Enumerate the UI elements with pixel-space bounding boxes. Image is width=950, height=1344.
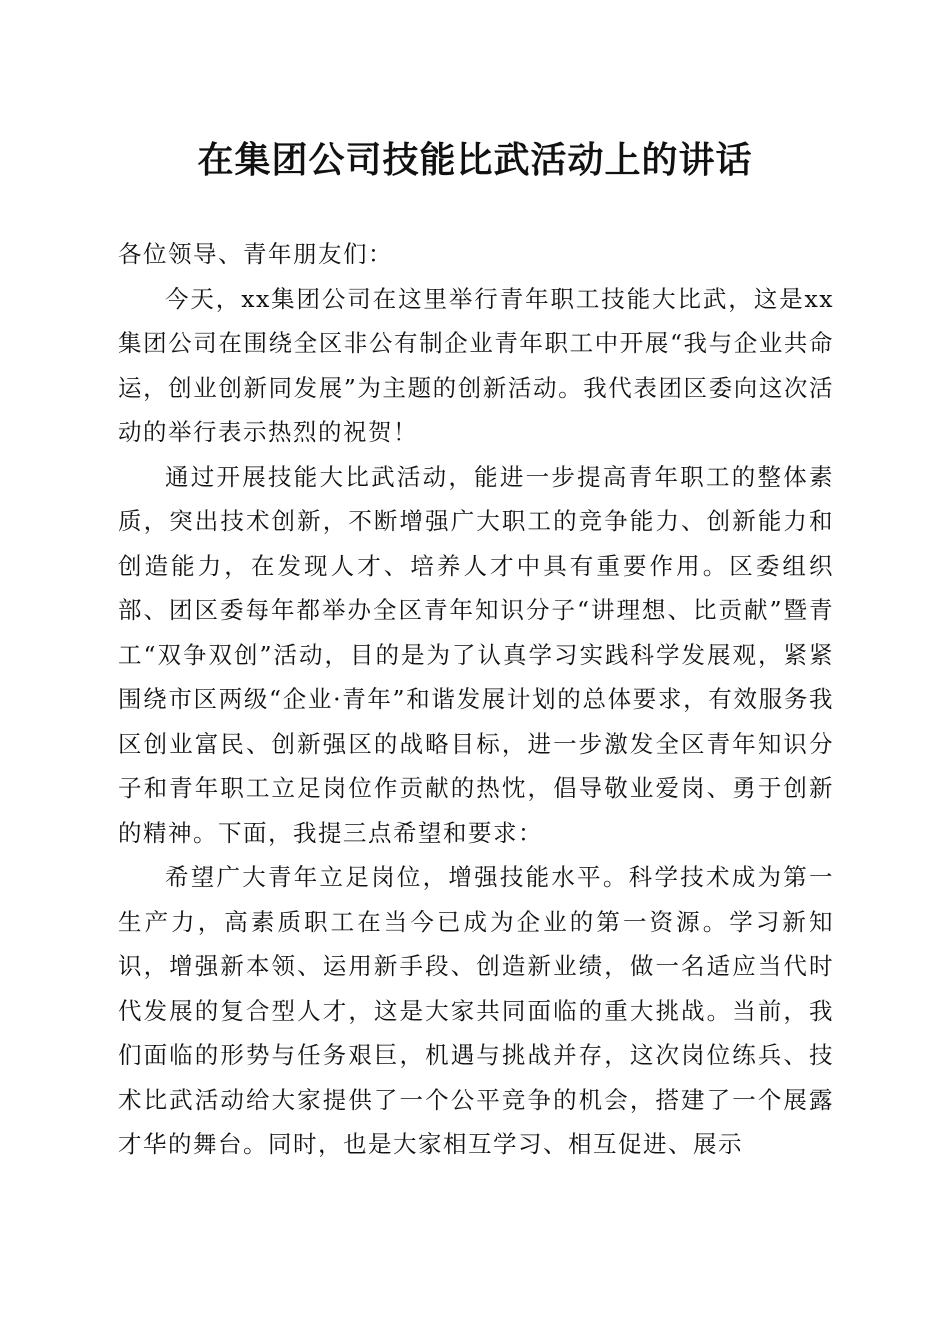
document-title: 在集团公司技能比武活动上的讲话 [197, 139, 753, 181]
salutation: 各位领导、青年朋友们： [118, 240, 393, 268]
paragraph-opening: 今天，xx集团公司在这里举行青年职工技能大比武，这是xx集团公司在围绕全区非公有制企业青年职工中开展“我与企业共命运，创业创新同发展”为主题的创新活动。我代表团区委向这次活动的举行表示热烈的祝贺！ [118, 284, 834, 446]
paragraph-purpose: 通过开展技能大比武活动，能进一步提高青年职工的整体素质，突出技术创新，不断增强广大职工的竞争能力、创新能力和创造能力，在发现人才、培养人才中具有重要作用。区委组织部、团区委每年都举办全区青年知识分子“讲理想、比贡献”暨青工“双争双创”活动，目的是为了认真学习实践科学发展观，紧紧围绕市区两级“企业·青年”和谐发展计划的总体要求，有效服务我区创业富民、创新强区的战略目标，进一步激发全区青年知识分子和青年职工立足岗位作贡献的热忱，倡导敬业爱岗、勇于创新的精神。下面，我提三点希望和要求： [118, 462, 834, 847]
paragraph-hope-one: 希望广大青年立足岗位，增强技能水平。科学技术成为第一生产力，高素质职工在当今已成为企业的第一资源。学习新知识，增强新本领、运用新手段、创造新业绩，做一名适应当代时代发展的复合型人才，这是大家共同面临的重大挑战。当前，我们面临的形势与任务艰巨，机遇与挑战并存，这次岗位练兵、技术比武活动给大家提供了一个公平竞争的机会，搭建了一个展露才华的舞台。同时，也是大家相互学习、相互促进、展示 [118, 863, 834, 1158]
document-body [118, 232, 834, 1167]
